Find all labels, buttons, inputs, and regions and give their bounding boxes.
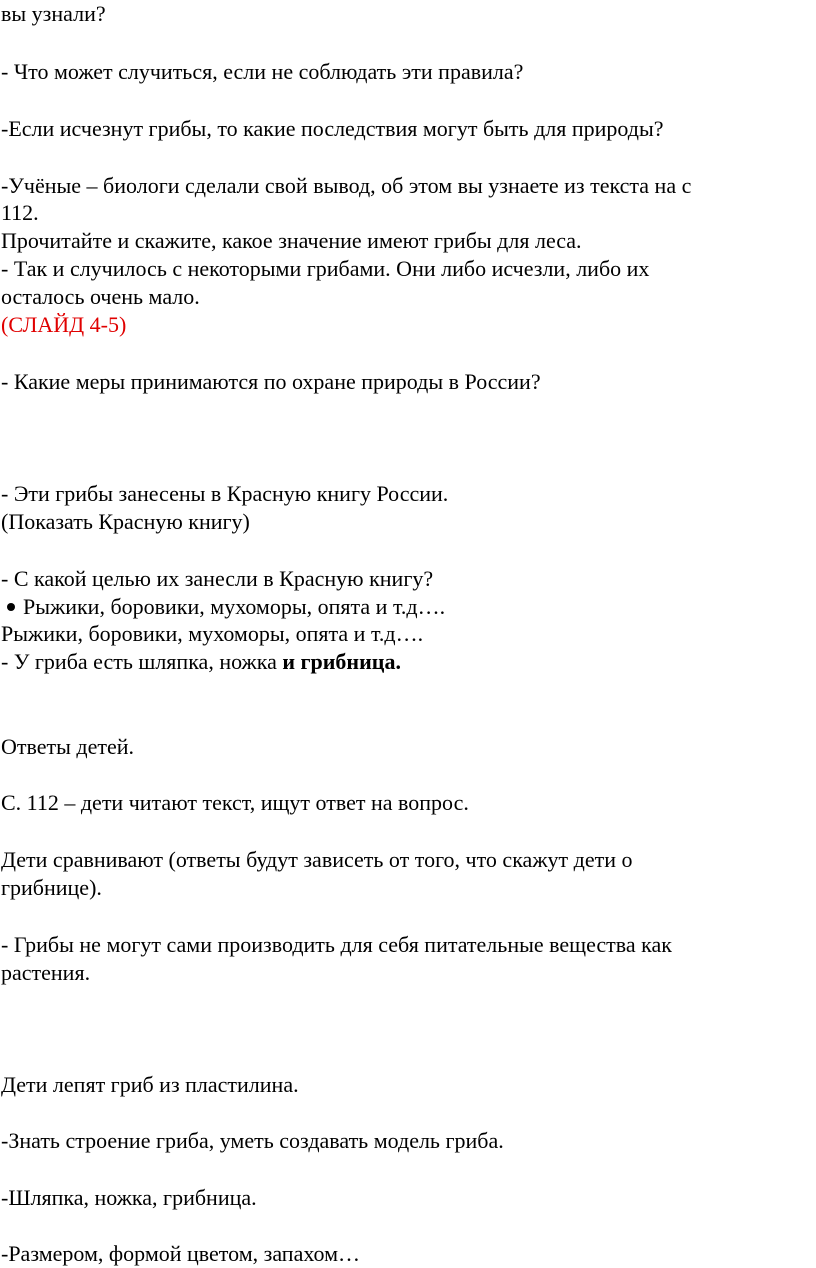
text-line: Дети сравнивают (ответы будут зависеть от того, что скажут дети о [1,847,633,872]
text-line: - Грибы не могут сами производить для себя питательные вещества как [1,932,672,957]
text-line: Дети лепят гриб из пластилина. [1,1072,299,1097]
text-line: Рыжики, боровики, мухоморы, опята и т.д…. [1,621,424,646]
text-plain: - У гриба есть шляпка, ножка [1,649,283,674]
text-line: 112. [1,200,39,225]
text-line: - Что может случиться, если не соблюдать эти правила? [1,59,524,84]
bullet-icon [7,603,15,611]
text-line: С. 112 – дети читают текст, ищут ответ на вопрос. [1,790,469,815]
text-line: -Шляпка, ножка, грибница. [1,1185,257,1210]
slide-label: (СЛАЙД 4-5) [1,312,127,337]
text-line: -Если исчезнут грибы, то какие последствия могут быть для природы? [1,116,664,141]
text-line: - С какой целью их занесли в Красную книгу? [1,566,434,591]
text-line: осталось очень мало. [1,284,200,309]
bullet-text: Рыжики, боровики, мухоморы, опята и т.д…. [23,594,446,619]
text-line: -Знать строение гриба, уметь создавать модель гриба. [1,1128,504,1153]
text-line: Прочитайте и скажите, какое значение имеют грибы для леса. [1,228,582,253]
text-line: -Размером, формой цветом, запахом… [1,1241,361,1266]
text-line: Ответы детей. [1,734,135,759]
text-line: -Учёные – биологи сделали свой вывод, об этом вы узнаете из текста на с [1,173,692,198]
text-bold: и грибница. [282,649,401,674]
text-line: вы узнали? [1,1,106,26]
text-line: - Так и случилось с некоторыми грибами. Они либо исчезли, либо их [1,256,650,281]
text-line: (Показать Красную книгу) [1,509,250,534]
text-line [1,648,401,676]
text-line: грибнице). [1,875,102,900]
bullet-list-item [1,593,445,621]
text-line: - Какие меры принимаются по охране природы в России? [1,369,541,394]
text-line: растения. [1,960,91,985]
text-line: - Эти грибы занесены в Красную книгу России. [1,481,449,506]
